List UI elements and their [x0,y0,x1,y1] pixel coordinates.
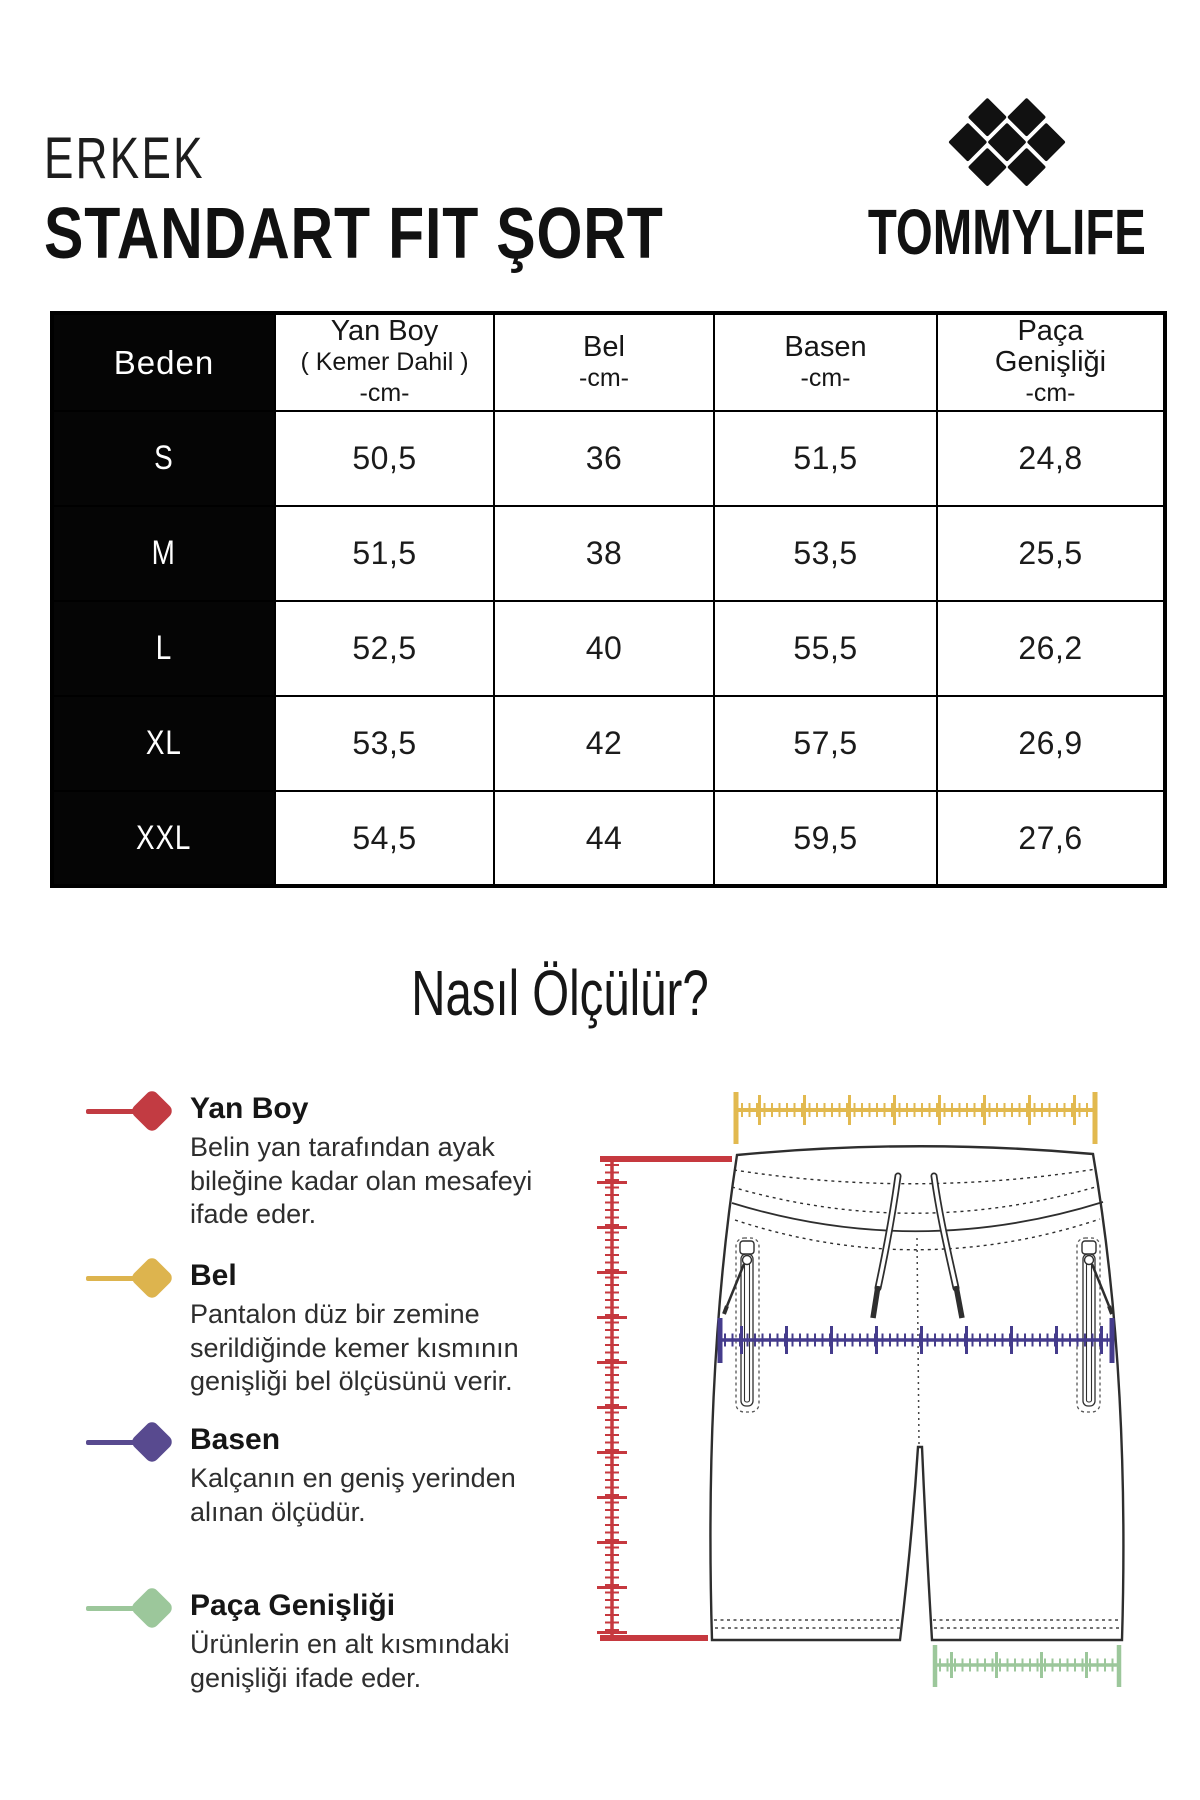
value-cell: 38 [494,506,714,601]
value-cell: 40 [494,601,714,696]
size-cell: M [52,506,275,601]
value-cell: 27,6 [937,791,1165,886]
legend-item-basen [84,1420,584,1529]
header-cell-paca-genisligi: Paça Genişliği -cm- [937,313,1165,411]
size-table-header-row [52,313,1165,411]
value-cell: 50,5 [275,411,494,506]
table-row-s [52,411,1165,506]
yan-boy-diamond-marker-icon [84,1089,184,1133]
paca-ruler [935,1645,1119,1687]
value-cell: 44 [494,791,714,886]
legend-label: Yan Boy [190,1092,309,1125]
size-cell: L [52,601,275,696]
table-row-l [52,601,1165,696]
basen-diamond-marker-icon [84,1420,184,1464]
size-cell: XXL [52,791,275,886]
value-cell: 53,5 [275,696,494,791]
legend-label: Bel [190,1259,237,1292]
size-table [50,311,1167,888]
size-cell: XL [52,696,275,791]
value-cell: 42 [494,696,714,791]
value-cell: 53,5 [714,506,937,601]
shorts-measurement-diagram [560,1080,1180,1720]
value-cell: 55,5 [714,601,937,696]
value-cell: 26,2 [937,601,1165,696]
table-row-m [52,506,1165,601]
value-cell: 36 [494,411,714,506]
value-cell: 26,9 [937,696,1165,791]
value-cell: 57,5 [714,696,937,791]
table-row-xl [52,696,1165,791]
page-title: STANDART FIT ŞORT [44,194,664,274]
header-cell-basen: Basen -cm- [714,313,937,411]
table-row-xxl [52,791,1165,886]
value-cell: 54,5 [275,791,494,886]
legend-description: Ürünlerin en alt kısmındaki genişliği ifade eder. [190,1629,510,1693]
legend-description: Belin yan tarafından ayak bileğine kadar olan mesafeyi ifade eder. [190,1132,533,1229]
legend-item-paca-genisligi [84,1586,584,1695]
shorts-sketch [710,1146,1123,1640]
legend-label: Basen [190,1423,281,1456]
paca-diamond-marker-icon [84,1586,184,1630]
header-cell-bel: Bel -cm- [494,313,714,411]
legend-item-bel [84,1256,584,1399]
bel-diamond-marker-icon [84,1256,184,1300]
legend-description: Pantalon düz bir zemine serildiğinde kemer kısmının genişliği bel ölçüsünü verir. [190,1299,519,1396]
brand-name: TOMMYLIFE [867,196,1147,268]
size-cell: S [52,411,275,506]
legend-description: Kalçanın en geniş yerinden alınan ölçüdür. [190,1463,516,1527]
measure-section-title: Nasıl Ölçülür? [411,957,709,1029]
legend-label: Paça Genişliği [190,1589,396,1622]
value-cell: 59,5 [714,791,937,886]
value-cell: 51,5 [714,411,937,506]
header-cell-beden: Beden [52,313,275,411]
value-cell: 52,5 [275,601,494,696]
value-cell: 24,8 [937,411,1165,506]
value-cell: 25,5 [937,506,1165,601]
header-cell-yan-boy: Yan Boy ( Kemer Dahil ) -cm- [275,313,494,411]
legend-item-yan-boy [84,1089,584,1232]
diamond-cluster-logo-icon [941,94,1073,190]
bel-ruler [736,1092,1095,1144]
category-label: ERKEK [44,126,205,191]
value-cell: 51,5 [275,506,494,601]
